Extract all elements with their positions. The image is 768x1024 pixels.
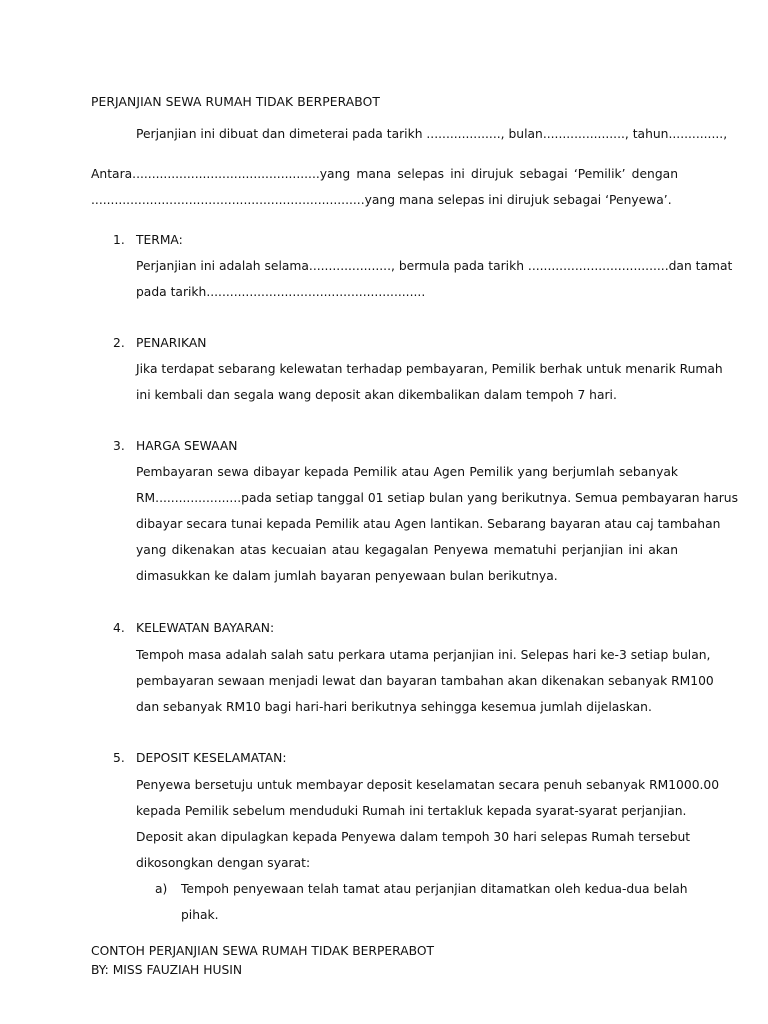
section-4-number: 4. — [113, 621, 125, 635]
section-5-line-3: Deposit akan dipulagkan kepada Penyewa dalam tempoh 30 hari selepas Rumah tersebut — [136, 830, 691, 844]
parties-line-1: Antara................................................yang mana selepas ini dirujuk sebagai ‘Pemilik’ dengan — [91, 167, 678, 181]
section-3-line-3: dibayar secara tunai kepada Pemilik atau Agen lantikan. Sebarang bayaran atau caj tambahan — [136, 517, 721, 531]
section-2-line-2: ini kembali dan segala wang deposit akan dikembalikan dalam tempoh 7 hari. — [136, 388, 617, 402]
footer-title: CONTOH PERJANJIAN SEWA RUMAH TIDAK BERPERABOT — [91, 944, 435, 958]
section-1-heading: TERMA: — [136, 233, 183, 247]
section-5-heading: DEPOSIT KESELAMATAN: — [136, 751, 287, 765]
section-5-line-1: Penyewa bersetuju untuk membayar deposit keselamatan secara penuh sebanyak RM1000.00 — [136, 778, 720, 792]
section-1-line-2: pada tarikh........................................................ — [136, 285, 426, 299]
section-3-number: 3. — [113, 439, 125, 453]
section-3-line-5: dimasukkan ke dalam jumlah bayaran penyewaan bulan berikutnya. — [136, 569, 558, 583]
section-3-line-4: yang dikenakan atas kecuaian atau kegagalan Penyewa mematuhi perjanjian ini akan — [136, 543, 678, 557]
subitem-a-line-2: pihak. — [181, 908, 219, 922]
section-5-line-2: kepada Pemilik sebelum menduduki Rumah ini tertakluk kepada syarat-syarat perjanjian. — [136, 804, 687, 818]
section-4-line-2: pembayaran sewaan menjadi lewat dan bayaran tambahan akan dikenakan sebanyak RM100 — [136, 674, 714, 688]
section-1-line-1: Perjanjian ini adalah selama....................., bermula pada tarikh ....................................dan tamat — [136, 259, 733, 273]
section-3-heading: HARGA SEWAAN — [136, 439, 238, 453]
section-2-heading: PENARIKAN — [136, 336, 207, 350]
section-4-heading: KELEWATAN BAYARAN: — [136, 621, 275, 635]
section-3-line-2: RM......................pada setiap tanggal 01 setiap bulan yang berikutnya. Semua pembayaran harus — [136, 491, 739, 505]
section-4-line-1: Tempoh masa adalah salah satu perkara utama perjanjian ini. Selepas hari ke-3 setiap bulan, — [136, 648, 711, 662]
document-title: PERJANJIAN SEWA RUMAH TIDAK BERPERABOT — [91, 95, 381, 109]
footer-author: BY: MISS FAUZIAH HUSIN — [91, 963, 243, 977]
parties-line-2: ......................................................................yang mana selepas ini dirujuk sebagai ‘Penyewa’. — [91, 193, 672, 207]
section-2-line-1: Jika terdapat sebarang kelewatan terhadap pembayaran, Pemilik berhak untuk menarik Rumah — [136, 362, 723, 376]
section-3-line-1: Pembayaran sewa dibayar kepada Pemilik atau Agen Pemilik yang berjumlah sebanyak — [136, 465, 678, 479]
intro-line: Perjanjian ini dibuat dan dimeterai pada tarikh ..................., bulan....................., tahun.............., — [136, 127, 728, 141]
section-5-number: 5. — [113, 751, 125, 765]
section-4-line-3: dan sebanyak RM10 bagi hari-hari berikutnya sehingga kesemua jumlah dijelaskan. — [136, 700, 652, 714]
section-5-line-4: dikosongkan dengan syarat: — [136, 856, 311, 870]
subitem-a-line-1: Tempoh penyewaan telah tamat atau perjanjian ditamatkan oleh kedua-dua belah — [181, 882, 688, 896]
section-1-number: 1. — [113, 233, 125, 247]
section-2-number: 2. — [113, 336, 125, 350]
subitem-a-label: a) — [155, 882, 168, 896]
